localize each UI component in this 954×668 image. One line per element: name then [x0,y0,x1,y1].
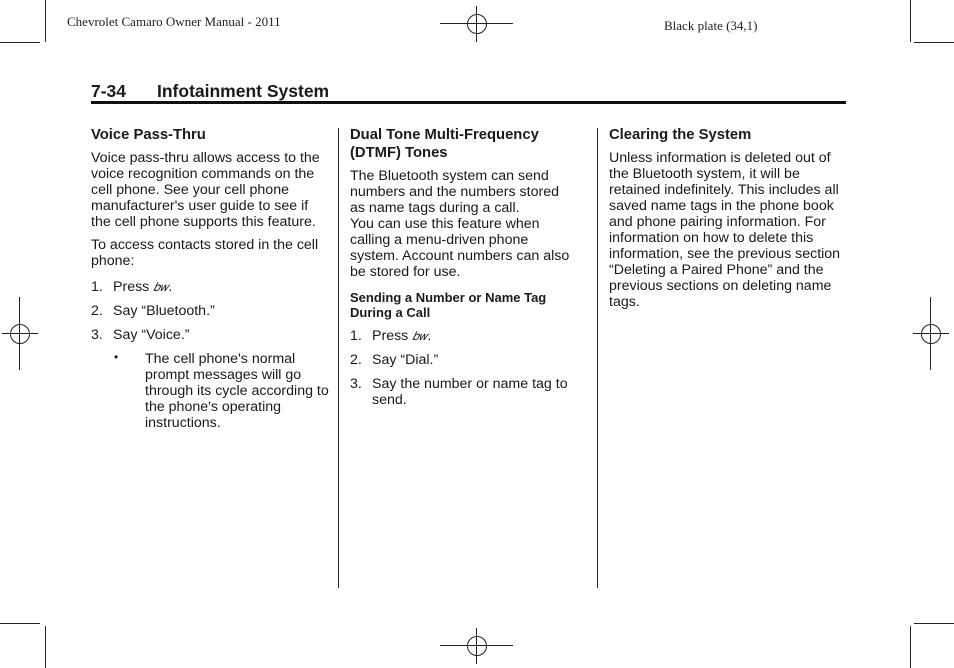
step-item [350,376,575,408]
step-item [91,303,331,319]
column-divider [597,128,598,588]
phone-handset-icon: 𝑏 [412,329,419,343]
step-number: 2. [350,352,362,368]
step-text: Say “Bluetooth.” [113,303,215,319]
paragraph: You can use this feature when calling a menu-driven phone system. Account numbers can also be stored for use. [350,216,570,280]
trim-mark [914,42,954,43]
bullet-icon: • [114,350,119,364]
registration-mark-icon [459,628,495,664]
column-divider [338,128,339,588]
step-text: Say “Voice.” [113,327,190,343]
registration-mark-icon [913,316,949,352]
trim-mark [910,626,911,668]
bullet-item [91,351,331,431]
step-number: 1. [350,328,362,344]
plate-label: Black plate (34,1) [664,18,758,33]
trim-mark [910,0,911,42]
registration-mark-icon [2,316,38,352]
title-rule [91,101,846,104]
step-text: Press [372,328,409,344]
step-text: Press [113,279,150,295]
registration-mark-icon [459,6,495,42]
paragraph: The Bluetooth system can send numbers and the numbers stored as name tags during a call. [350,168,559,216]
trim-mark [0,42,40,43]
phone-handset-icon: 𝑏 [153,280,160,294]
page-number: 7-34 [91,81,127,101]
step-number: 2. [91,303,103,319]
manual-title: Chevrolet Camaro Owner Manual - 2011 [67,14,281,29]
registration-line [930,297,931,370]
trim-mark [0,623,40,624]
paragraph: To access contacts stored in the cell phone: [91,237,319,269]
heading-clearing-system: Clearing the System [609,127,752,143]
step-item [350,352,575,368]
voice-command-icon: 𝑤 [418,329,428,343]
voice-command-icon: 𝑤 [159,280,169,294]
trim-mark [45,0,46,42]
trim-mark [914,623,954,624]
column-dtmf-tones [350,126,575,416]
trim-mark [45,626,46,668]
step-item: 1. Press 𝑏𝑤. [350,328,432,344]
step-text: Say the number or name tag to send. [372,376,568,408]
subheading-sending-number: Sending a Number or Name Tag During a Call [350,290,547,320]
paragraph: Unless information is deleted out of the Bluetooth system, it will be retained indefinitely. This includes all saved name tags in the phone book and phone pairing information. For information on how to delete this information, see the previous section “Deleting a Paired Phone” and the previous sections on deleting name tags. [609,150,841,310]
paragraph: Voice pass-thru allows access to the voice recognition commands on the cell phone. See your cell phone manufacturer's user guide to see if the cell phone supports this feature. [91,150,320,230]
bullet-text: The cell phone's normal prompt messages will go through its cycle according to the phone's operating instructions. [145,351,329,431]
section-name: Infotainment System [157,81,330,101]
step-number: 3. [350,376,362,392]
step-text: Say “Dial.” [372,352,439,368]
step-item [91,327,331,343]
step-number: 3. [91,327,103,343]
column-clearing-system [609,126,849,317]
page-section-title [91,81,329,102]
step-number: 1. [91,279,103,295]
registration-line [440,23,513,24]
step-item: 1. Press 𝑏𝑤. [91,279,173,295]
heading-dtmf-tones: Dual Tone Multi-Frequency (DTMF) Tones [350,127,539,161]
registration-line [440,645,513,646]
registration-line [19,297,20,370]
column-voice-pass-thru [91,126,331,431]
heading-voice-pass-thru: Voice Pass-Thru [91,127,206,143]
